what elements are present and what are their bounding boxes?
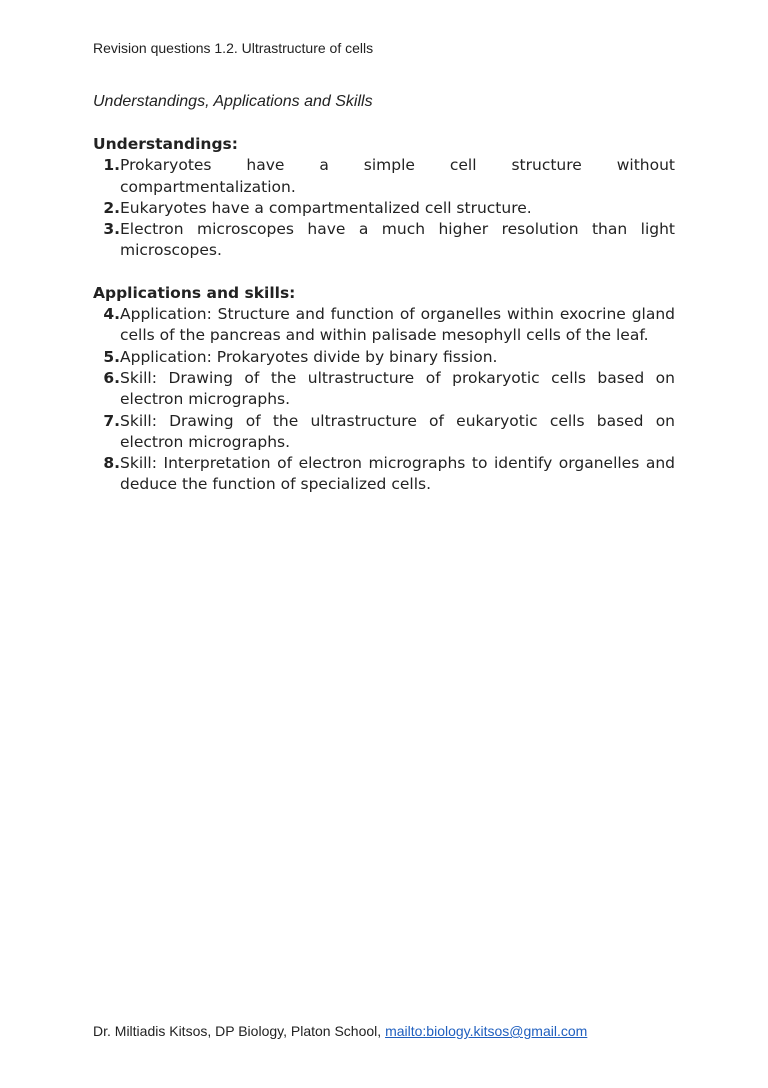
understandings-list (93, 155, 675, 261)
item-number: 8. (103, 454, 120, 473)
item-number: 1. (103, 156, 120, 175)
list-item (93, 453, 675, 496)
item-text: Electron microscopes have a much higher resolution than light microscopes. (120, 220, 675, 260)
list-item (93, 198, 675, 219)
understandings-heading: Understandings: (93, 135, 238, 153)
list-item (93, 347, 675, 368)
page-header: Revision questions 1.2. Ultrastructure of cells (93, 40, 374, 56)
item-number: 6. (103, 368, 120, 387)
item-number: 4. (103, 305, 120, 324)
item-number: 3. (103, 220, 120, 239)
item-text: Prokaryotes have a simple cell structure without compartmentalization. (120, 156, 675, 196)
list-item (93, 155, 675, 198)
item-number: 7. (103, 411, 120, 430)
main-content (93, 134, 675, 496)
list-item (93, 219, 675, 262)
item-text: Application: Structure and function of organelles within exocrine gland cells of the pancreas and within palisade mesophyll cells of the leaf. (120, 305, 675, 345)
item-number: 5. (103, 347, 120, 366)
page-footer (93, 1023, 587, 1039)
applications-heading: Applications and skills: (93, 283, 296, 302)
list-item (93, 304, 675, 347)
item-number: 2. (103, 198, 120, 217)
item-text: Eukaryotes have a compartmentalized cell structure. (120, 198, 532, 217)
footer-author: Dr. Miltiadis Kitsos, DP Biology, Platon School, (93, 1023, 386, 1039)
item-text: Application: Prokaryotes divide by binary fission. (120, 347, 498, 366)
applications-list (93, 304, 675, 496)
email-link[interactable]: mailto:biology.kitsos@gmail.com (385, 1023, 588, 1039)
list-item (93, 411, 675, 454)
item-text: Skill: Drawing of the ultrastructure of eukaryotic cells based on electron micrographs. (120, 411, 675, 451)
item-text: Skill: Drawing of the ultrastructure of prokaryotic cells based on electron micrographs. (120, 368, 675, 409)
list-item (93, 368, 675, 411)
item-text: Skill: Interpretation of electron micrographs to identify organelles and deduce the function of specialized cells. (120, 454, 675, 494)
page-subtitle: Understandings, Applications and Skills (93, 93, 373, 110)
